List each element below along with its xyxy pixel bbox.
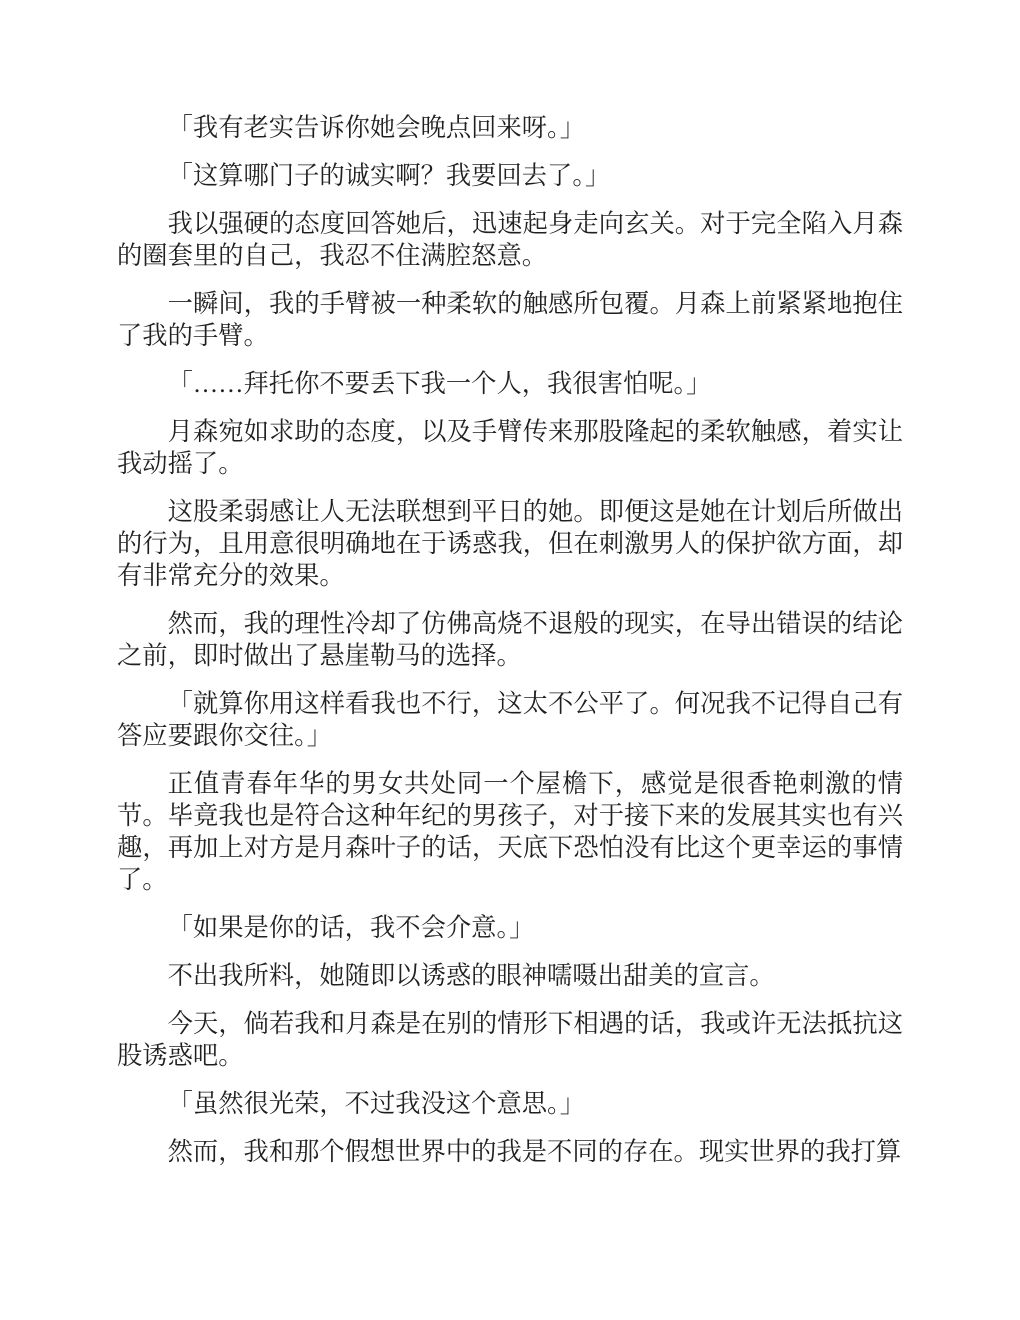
text-block — [117, 112, 903, 1184]
dialogue-line: 「这算哪门子的诚实啊？我要回去了。」 — [167, 162, 611, 190]
dialogue-line: 「如果是你的话，我不会介意。」 — [167, 914, 535, 942]
narration-paragraph: 月森宛如求助的态度，以及手臂传来那股隆起的柔软触感，着实让我动摇了。 — [117, 418, 903, 478]
narration-paragraph: 正值青春年华的男女共处同一个屋檐下，感觉是很香艳刺激的情节。毕竟我也是符合这种年纪的男孩子，对于接下来的发展其实也有兴趣，再加上对方是月森叶子的话，天底下恐怕没有比这个更幸运的事情了。 — [117, 770, 903, 894]
narration-paragraph: 这股柔弱感让人无法联想到平日的她。即便这是她在计划后所做出的行为，且用意很明确地在于诱惑我，但在刺激男人的保护欲方面，却有非常充分的效果。 — [117, 498, 903, 590]
dialogue-line: 「我有老实告诉你她会晚点回来呀。」 — [167, 114, 585, 142]
dialogue-line: 「……拜托你不要丢下我一个人，我很害怕呢。」 — [167, 370, 712, 398]
dialogue-line: 「就算你用这样看我也不行，这太不公平了。何况我不记得自己有答应要跟你交往。」 — [117, 690, 903, 750]
narration-paragraph: 我以强硬的态度回答她后，迅速起身走向玄关。对于完全陷入月森的圈套里的自己，我忍不住满腔怒意。 — [117, 210, 903, 270]
narration-paragraph: 今天，倘若我和月森是在别的情形下相遇的话，我或许无法抵抗这股诱惑吧。 — [117, 1010, 903, 1070]
narration-paragraph: 不出我所料，她随即以诱惑的眼神嚅嗫出甜美的宣言。 — [167, 962, 775, 990]
narration-paragraph: 然而，我和那个假想世界中的我是不同的存在。现实世界的我打算 — [167, 1138, 902, 1166]
narration-paragraph: 然而，我的理性冷却了仿佛高烧不退般的现实，在导出错误的结论之前，即时做出了悬崖勒马的选择。 — [117, 610, 903, 670]
narration-paragraph: 一瞬间，我的手臂被一种柔软的触感所包覆。月森上前紧紧地抱住了我的手臂。 — [117, 290, 903, 350]
dialogue-line: 「虽然很光荣，不过我没这个意思。」 — [167, 1090, 585, 1118]
